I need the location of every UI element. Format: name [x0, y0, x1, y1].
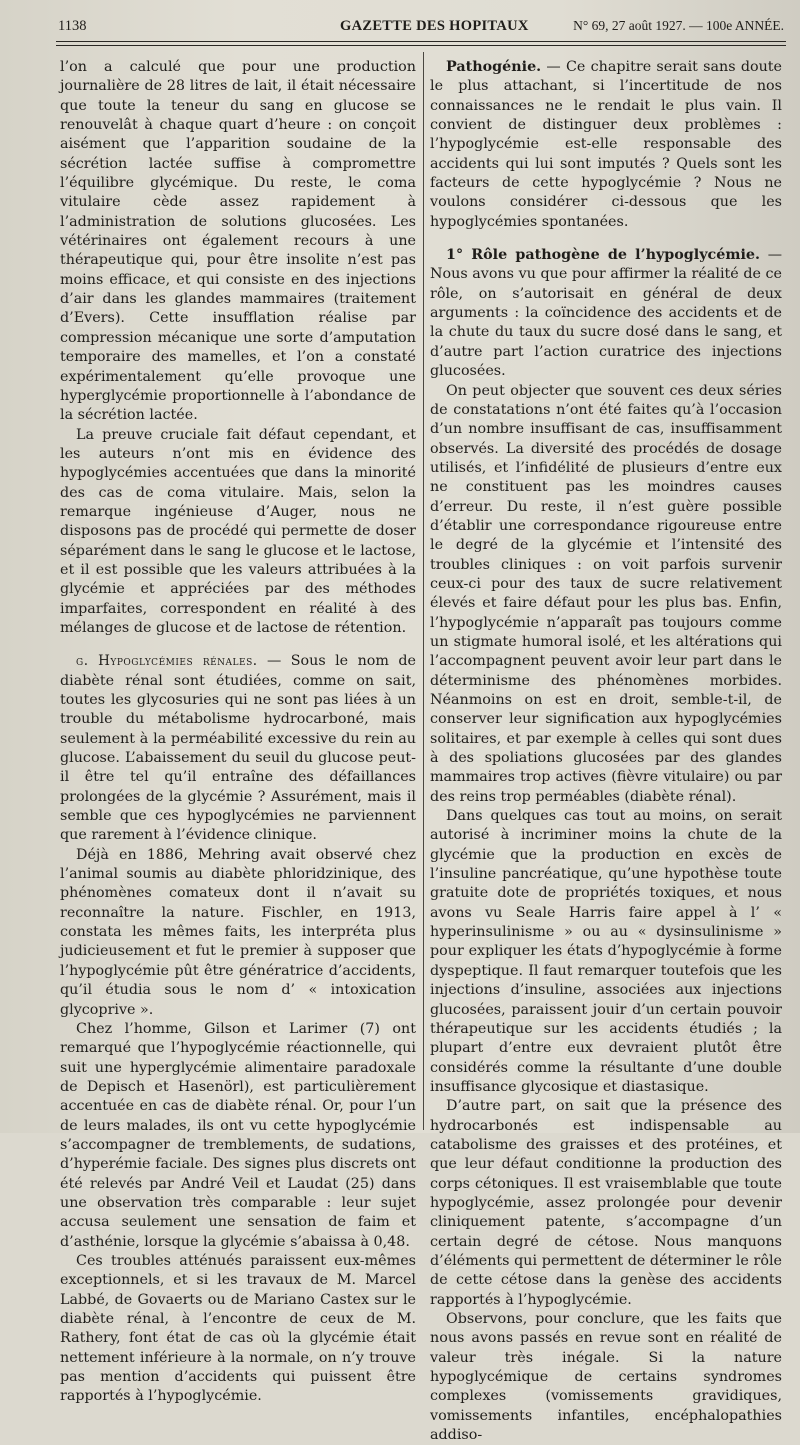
paragraph: Déjà en 1886, Mehring avait observé chez l’animal soumis au diabète phloridzinique, des phénomènes comateux dont il n’avait su reconnaître la nature. Fischler, en 1913, constata les mêmes faits, les interpréta plus judicieusement et fut le premier à supposer que l’hypoglycémie pût être génératrice d’accidents, qu’il étudia sous le nom d’ « intoxication glycoprive ».	[60, 846, 416, 1018]
column-divider	[423, 52, 424, 1130]
paragraph: La preuve cruciale fait défaut cependant, et les auteurs n’ont mis en évidence des hypoglycémies accentuées que dans la minorité des cas de coma vitulaire. Mais, selon la remarque ingénieuse d’Auger, nous ne disposons pas de procédé qui permette de doser séparément dans le sang le glucose et le lactose, et il est possible que les valeurs attribuées à la glycémie et appréciées par des méthodes imparfaites, correspondent en réalité à des mélanges de glucose et de lactose de rétention.	[60, 426, 416, 636]
paragraph: l’on a calculé que pour une production journalière de 28 litres de lait, il était nécessaire que toute la teneur du sang en glucose se renouvelât à chaque quart d’heure : on conçoit aisément que l’apparition soudaine de la sécrétion lactée suffise à compromettre l’équilibre glycémique. Du reste, le coma vitulaire cède assez rapidement à l’administration de solutions glucosées. Les vétérinaires ont également recours à une thérapeutique qui, pour être insolite n’est pas moins efficace, et qui consiste en des injections d’air dans les glandes mammaires (traitement d’Evers). Cette insufflation réalise par compression mécanique une sorte d’amputation temporaire des mamelles, et l’on a constaté expérimentalement qu’elle provoque une hyperglycémie proportionnelle à l’abondance de la sécrétion lactée.	[60, 59, 416, 424]
section-heading: Pathogénie.	[446, 59, 542, 75]
right-column	[430, 58, 782, 1445]
paragraph: Ces troubles atténués paraissent eux-mêmes exceptionnels, et si les travaux de M. Marcel Labbé, de Govaerts ou de Mariano Castex sur le diabète rénal, à l’encontre de ceux de M. Rathery, font état de cas où la glycémie était nettement inférieure à la normale, on n’y trouve pas mention d’accidents qui puissent être rapportés à l’hypoglycémie.	[60, 1252, 416, 1405]
paragraph: Dans quelques cas tout au moins, on serait autorisé à incriminer moins la chute de la glycémie que la production en excès de l’insuline pancréatique, qu’une hypothèse toute gratuite dote de propriétés toxiques, et nous avons vu Seale Harris faire appel à l’ « hyperinsulinisme » ou au « dysinsulinisme » pour expliquer les états d’hypoglycémie à forme dyspeptique. Il faut remarquer toutefois que les injections d’insuline, associées aux injections glucosées, paraissent jouir d’un certain pouvoir thérapeutique sur les accidents étudiés ; la plupart d’entre eux devraient plutôt être considérés comme la résultante d’une double insuffisance glycosique et diastasique.	[430, 808, 782, 1095]
header-rule-thick	[56, 41, 786, 42]
paragraph: Observons, pour conclure, que les faits que nous avons passés en revue sont en réalité de valeur très inégale. Si la nature hypoglycémique de certains syndromes complexes (vomissements gravidiques, vomissements infantiles, encéphalopathies addiso-	[430, 1311, 782, 1444]
paragraph: On peut objecter que souvent ces deux séries de constatations n’ont été faites qu’à l’occasion d’un nombre insuffisant de cas, insuffisamment observés. La diversité des procédés de dosage utilisés, et l’infidélité de plusieurs d’entre eux ne constituent pas les moindres causes d’erreur. Du reste, il n’est guère possible d’établir une correspondance rigoureuse entre le degré de la glycémie et l’intensité des troubles cliniques : on voit parfois survenir ceux-ci pour des taux de sucre relativement élevés et faire défaut pour les plus bas. Enfin, l’hypoglycémie n’apparaît pas toujours comme un stigmate humoral isolé, et les altérations qui l’accompagnent peuvent avoir leur part dans le déterminisme des phénomènes morbides. Néanmoins on est en droit, semble-t-il, de conserver leur signification aux hypoglycémies solitaires, et par exemple à celles qui sont dues à des spoliations glucosées par des glandes mammaires trop actives (fièvre vitulaire) ou par des reins trop perméables (diabète rénal).	[430, 382, 782, 805]
section-text: — Nous avons vu que pour affirmer la réalité de ce rôle, on s’autorisait en général de deux arguments : la coïncidence des accidents et de la chute du taux du sucre dosé dans le sang, et d’autre part l’action curatrice des injections glucosées.	[430, 247, 783, 380]
section-text: — Sous le nom de diabète rénal sont étudiées, comme on sait, toutes les glycosuries qui ne sont pas liées à un trouble du métabolisme hydrocarboné, mais seulement à la perméabilité excessive du rein au glucose. L’abaissement du seuil du glucose peut-il être tel qu’il entraîne des défaillances prolongées de la glycémie ? Assurément, mais il semble que ces hypoglycémies ne parviennent que rarement à l’évidence clinique.	[60, 653, 416, 844]
paragraph: D’autre part, on sait que la présence des hydrocarbonés est indispensable au catabolisme des graisses et des protéines, et que leur défaut conditionne la production des corps cétoniques. Il est vraisemblable que toute hypoglycémie, assez prolongée pour devenir cliniquement patente, s’accompagne d’un certain degré de cétose. Nous manquons d’éléments qui permettent de déterminer le rôle de cette cétose dans la genèse des accidents rapportés à l’hypoglycémie.	[430, 1098, 782, 1308]
paragraph: Chez l’homme, Gilson et Larimer (7) ont remarqué que l’hypoglycémie réactionnelle, qui suit une hyperglycémie alimentaire paradoxale de Depisch et Hasenörl), est particulièrement accentuée en cas de diabète rénal. Or, pour l’un de leurs malades, ils ont vu cette hypoglycémie s’accompagner de tremblements, de sudations, d’hyperémie faciale. Des signes plus discrets ont été relevés par André Veil et Laudat (25) dans une observation très comparable : leur sujet accusa seulement une sensation de faim et d’asthénie, lorsque la glycémie s’abaissa à 0,48.	[60, 1020, 416, 1250]
section-paragraph	[60, 652, 416, 845]
page-number: 1138	[58, 18, 87, 34]
section-heading: g. Hypoglycémies rénales.	[76, 653, 258, 670]
left-column	[60, 58, 416, 1407]
journal-title: GAZETTE DES HOPITAUX	[340, 18, 529, 34]
section-paragraph	[430, 58, 782, 232]
section-heading: 1° Rôle pathogène de l’hypoglycémie.	[446, 247, 760, 264]
running-header	[58, 14, 784, 38]
section-paragraph	[430, 246, 782, 381]
header-rule-thin	[56, 45, 786, 46]
issue-info: N° 69, 27 août 1927. — 100e ANNÉE.	[573, 18, 784, 33]
section-text: — Ce chapitre serait sans doute le plus attachant, si l’incertitude de nos connaissances ne le rendait le plus vain. Il convient de distinguer deux problèmes : l’hypoglycémie est-elle responsable des accidents qui lui sont imputés ? Quels sont les facteurs de cette hypoglycémie ? Nous ne voulons considérer ci-dessous que les hypoglycémies spontanées.	[430, 59, 782, 230]
